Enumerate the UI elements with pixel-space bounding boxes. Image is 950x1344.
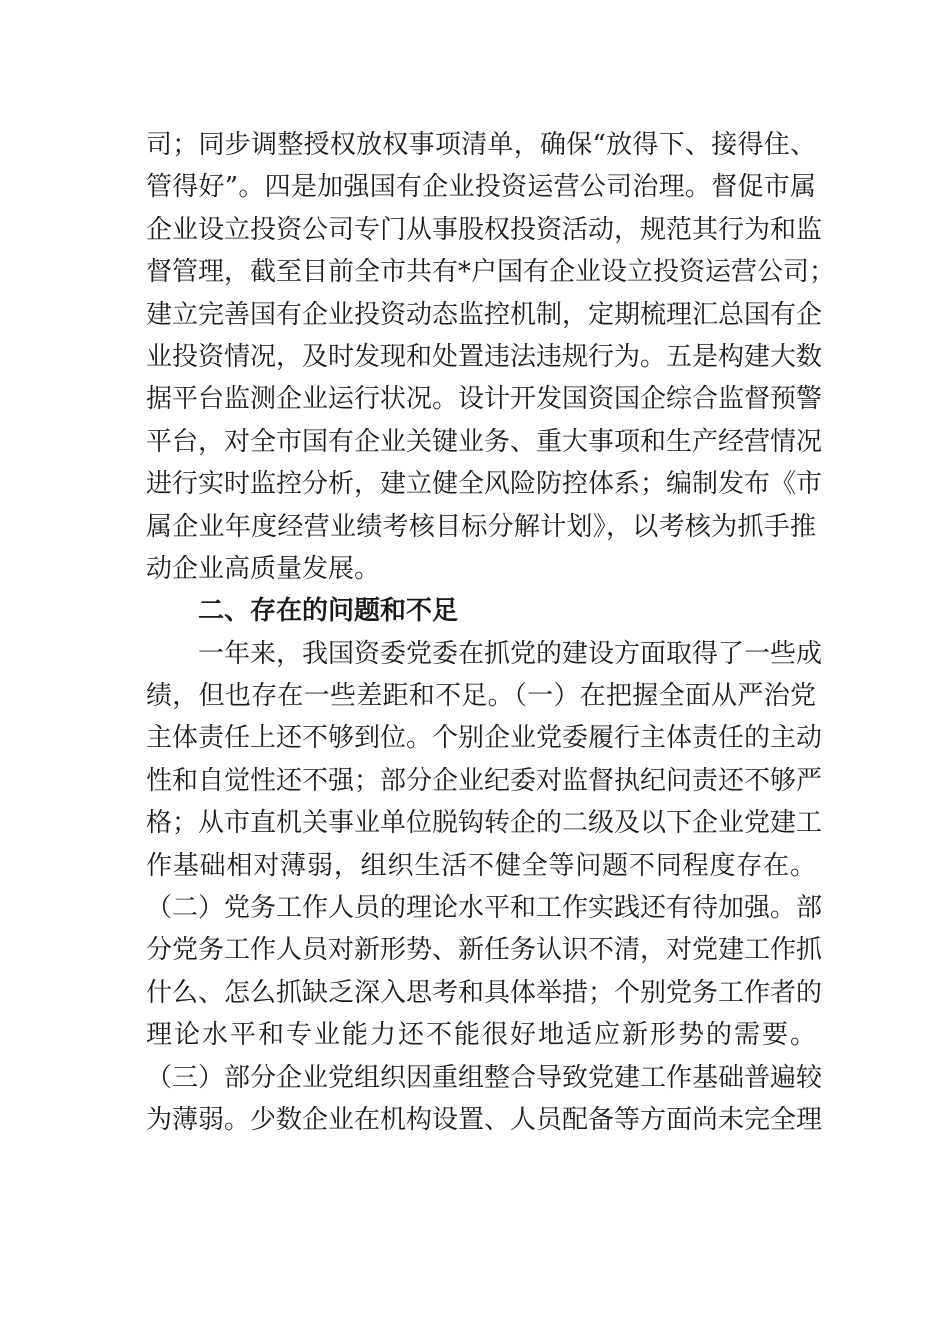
body-line: 性和自觉性还不强；部分企业纪委对监督执纪问责还不够严 (146, 765, 823, 796)
body-line: 进行实时监控分析，建立健全风险防控体系；编制发布《市 (146, 469, 823, 500)
body-line: （二）党务工作人员的理论水平和工作实践还有待加强。部 (146, 893, 823, 924)
body-line: 企业设立投资公司专门从事股权投资活动，规范其行为和监 (146, 214, 823, 245)
section-heading: 二、存在的问题和不足 (198, 596, 459, 627)
body-line: 主体责任上还不够到位。个别企业党委履行主体责任的主动 (146, 723, 823, 754)
body-line: 属企业年度经营业绩考核目标分解计划》，以考核为抓手推 (146, 511, 816, 542)
body-line: 格；从市直机关事业单位脱钩转企的二级及以下企业党建工 (146, 808, 823, 839)
body-line: 督管理，截至目前全市共有*户国有企业设立投资运营公司； (146, 257, 836, 288)
body-line: 平台，对全市国有企业关键业务、重大事项和生产经营情况 (146, 426, 823, 457)
body-line: 绩，但也存在一些差距和不足。（一）在把握全面从严治党 (146, 681, 816, 712)
body-line: 据平台监测企业运行状况。设计开发国资国企综合监督预警 (146, 384, 823, 415)
body-line: 动企业高质量发展。 (146, 553, 381, 584)
body-line: 业投资情况，及时发现和处置违法违规行为。五是构建大数 (146, 341, 823, 372)
body-line: 一年来，我国资委党委在抓党的建设方面取得了一些成 (146, 638, 823, 669)
body-line: 理论水平和专业能力还不能很好地适应新形势的需要。 (146, 1020, 816, 1051)
body-line: 管得好”。四是加强国有企业投资运营公司治理。督促市属 (146, 172, 816, 203)
body-line: 分党务工作人员对新形势、新任务认识不清，对党建工作抓 (146, 935, 823, 966)
body-line: 作基础相对薄弱，组织生活不健全等问题不同程度存在。 (146, 850, 816, 881)
body-line: 建立完善国有企业投资动态监控机制，定期梳理汇总国有企 (146, 299, 823, 330)
body-line: 为薄弱。少数企业在机构设置、人员配备等方面尚未完全理 (146, 1104, 823, 1135)
body-line: 司；同步调整授权放权事项清单，确保“放得下、接得住、 (146, 130, 816, 160)
document-page (146, 124, 836, 1141)
body-line: （三）部分企业党组织因重组整合导致党建工作基础普遍较 (146, 1062, 823, 1093)
body-line: 什么、怎么抓缺乏深入思考和具体举措；个别党务工作者的 (146, 977, 823, 1008)
